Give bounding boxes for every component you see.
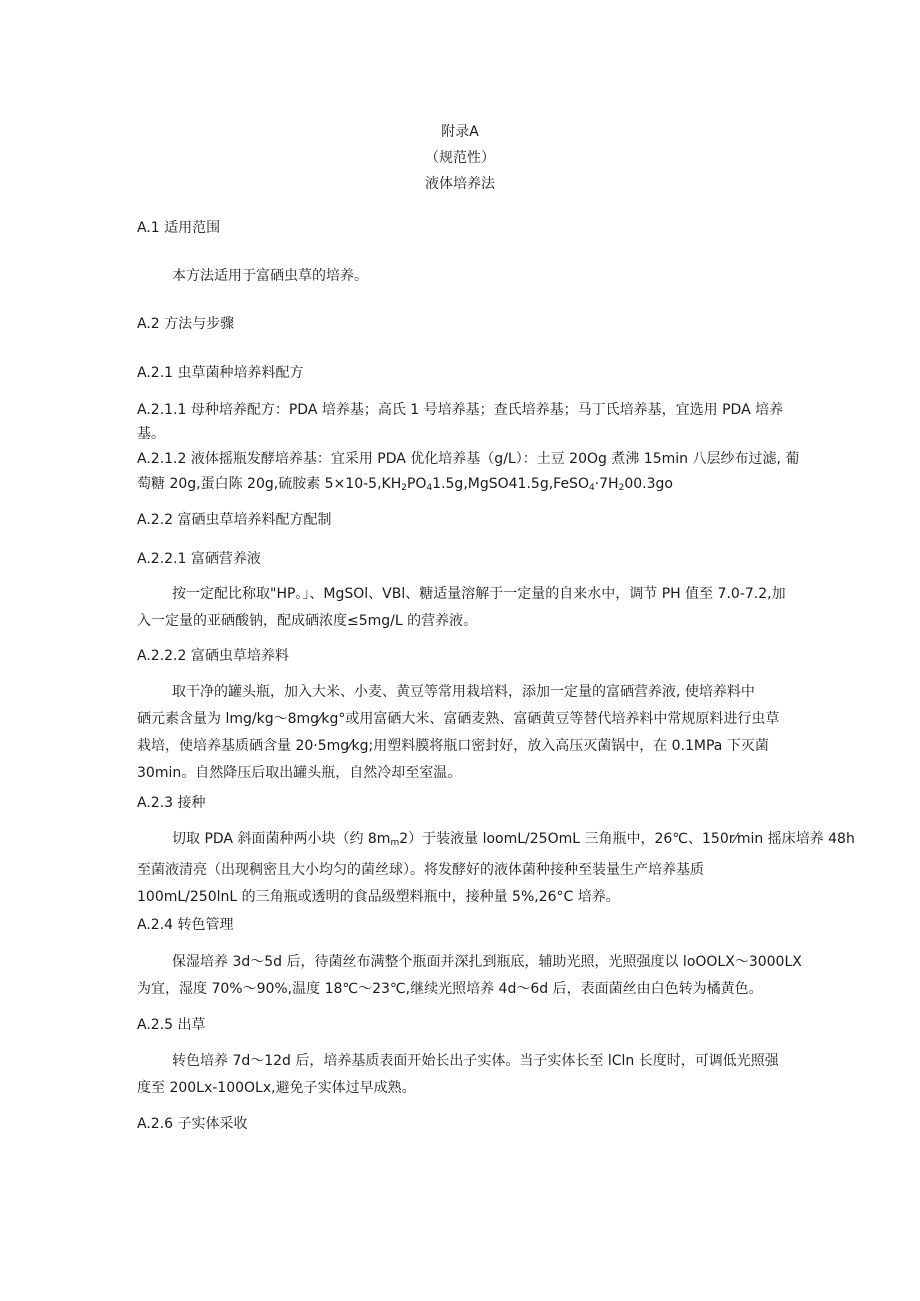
- appendix-title: 液体培养法: [425, 176, 495, 192]
- heading-a24: A.2.4 转色管理: [137, 917, 234, 933]
- paragraph-a23: 切取 PDA 斜面菌种两小块（约 $8m_m2$）于装液量 loomL/25OmL 三角瓶中，26℃、150r⁄min 摇床培养 48h 至菌液清亮（出现稠密且大小均匀的菌丝球）。将发酵好的液体菌种接种至装量生产培养基质 100mL/250lnL 的三角瓶或透明的食品级塑料瓶中，接种量 5%,26°C 培养。: [137, 831, 855, 905]
- heading-a26: A.2.6 子实体采收: [137, 1116, 248, 1132]
- heading-a21: A.2.1 虫草菌种培养料配方: [137, 365, 304, 381]
- clause-a211-line2: 基。: [137, 426, 165, 442]
- heading-a22: A.2.2 富硒虫草培养料配方配制: [137, 512, 332, 528]
- heading-a222: A.2.2.2 富硒虫草培养料: [137, 648, 289, 664]
- heading-a2: A.2 方法与步骤: [137, 316, 235, 332]
- heading-a23: A.2.3 接种: [137, 795, 206, 811]
- heading-a1: A.1 适用范围: [137, 220, 221, 236]
- clause-a211-line1: A.2.1.1 母种培养配方：PDA 培养基；高氏 1 号培养基；查氏培养基；马丁氏培养基，宜选用 PDA 培养: [137, 402, 784, 418]
- clause-a212-line1: A.2.1.2 液体摇瓶发酵培养基：宜采用 PDA 优化培养基（g/L）：土豆 20Og 煮沸 15min 八层纱布过滤, 葡: [137, 451, 800, 467]
- heading-a221: A.2.2.1 富硒营养液: [137, 551, 261, 567]
- paragraph-a1: 本方法适用于富硒虫草的培养。: [172, 268, 368, 284]
- paragraph-a221: 按一定配比称取"HP。」、MgSOl、VBl、糖适量溶解于一定量的自来水中，调节 PH 值至 7.0-7.2,加 入一定量的亚硒酸钠，配成硒浓度≤5mg/L 的营养液。: [137, 586, 786, 629]
- paragraph-a24: 保湿培养 3d～5d 后，待菌丝布满整个瓶面并深扎到瓶底，辅助光照，光照强度以 loOOLX～3000LX 为宜，湿度 70%～90%,温度 18℃～23℃,继续光照培养 4d～6d 后，表面菌丝由白色转为橘黄色。: [137, 954, 802, 997]
- paragraph-a222: 取干净的罐头瓶，加入大米、小麦、黄豆等常用栽培料，添加一定量的富硒营养液, 使培养料中 硒元素含量为 lmg/kg～8mg⁄kg°或用富硒大米、富硒麦熟、富硒黄豆等替代培养料中常规原料进行虫草 栽培，使培养基质硒含量 20·5mg⁄kg;用塑料膜将瓶口密封好，放入高压灭菌锅中，在 0.1MPa 下灭菌 30min。自然降压后取出罐头瓶，自然冷却至室温。: [137, 684, 780, 781]
- clause-a212-line2: 萄糖 20g,蛋白陈 20g,硫胺素 $5\times 10-5,KH_2PO_41.5g,MgSO41.5g,FeSO_4\cdot 7H_200.3go$: [137, 476, 673, 493]
- heading-a25: A.2.5 出草: [137, 1017, 206, 1033]
- paragraph-a25: 转色培养 7d～12d 后，培养基质表面开始长出子实体。当子实体长至 lCln 长度时，可调低光照强 度至 200Lx-100OLx,避免子实体过早成熟。: [137, 1053, 779, 1096]
- appendix-label: 附录A: [441, 124, 479, 140]
- appendix-type: （规范性）: [425, 150, 495, 166]
